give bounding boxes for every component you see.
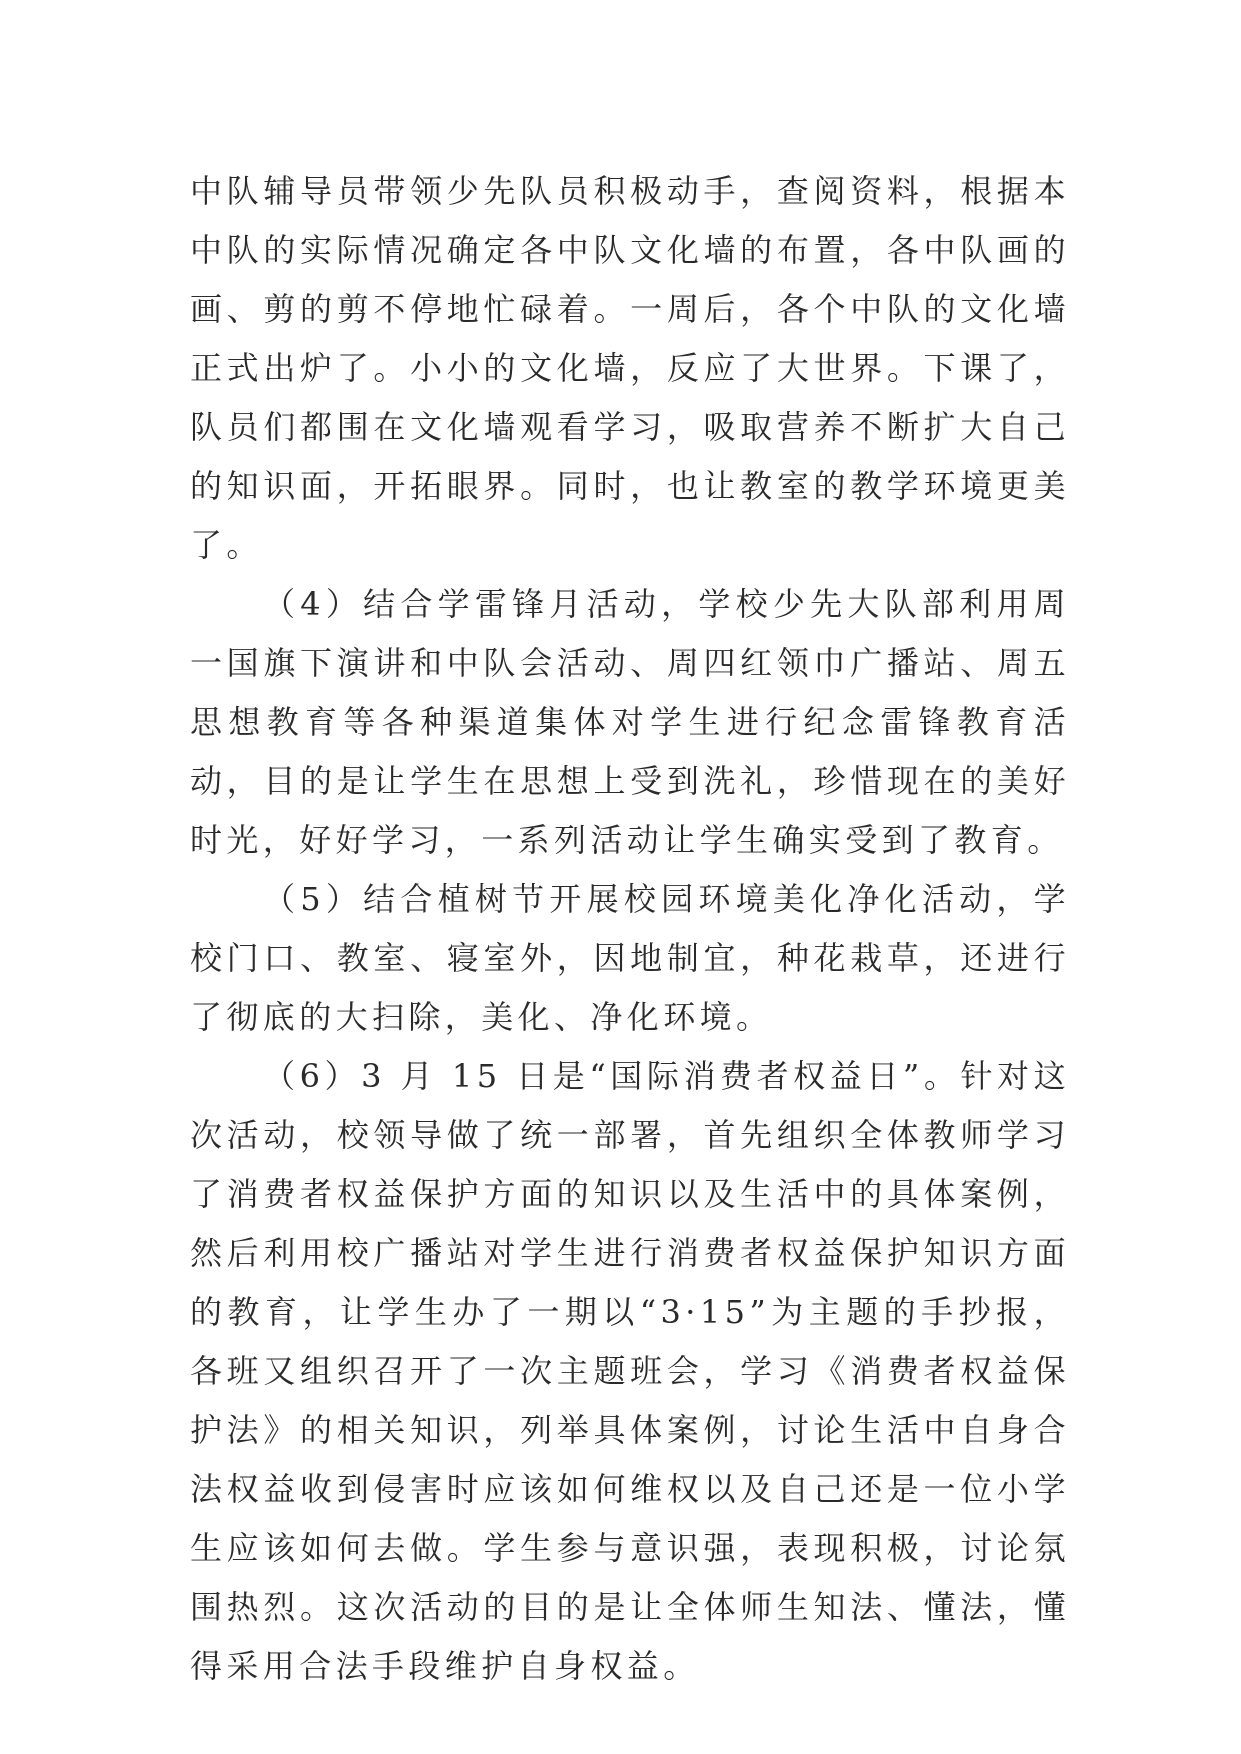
body-text	[190, 162, 1070, 1696]
paragraph-item-4: （4）结合学雷锋月活动，学校少先大队部利用周一国旗下演讲和中队会活动、周四红领巾广播站、周五思想教育等各种渠道集体对学生进行纪念雷锋教育活动，目的是让学生在思想上受到洗礼，珍惜现在的美好时光，好好学习，一系列活动让学生确实受到了教育。	[190, 585, 1070, 859]
paragraph-item-5: （5）结合植树节开展校园环境美化净化活动，学校门口、教室、寝室外，因地制宜，种花栽草，还进行了彻底的大扫除，美化、净化环境。	[190, 880, 1070, 1036]
paragraph-item-6: （6）3 月 15 日是“国际消费者权益日”。针对这次活动，校领导做了统一部署，首先组织全体教师学习了消费者权益保护方面的知识以及生活中的具体案例，然后利用校广播站对学生进行消费者权益保护知识方面的教育，让学生办了一期以“3·15”为主题的手抄报，各班又组织召开了一次主题班会，学习《消费者权益保护法》的相关知识，列举具体案例，讨论生活中自身合法权益收到侵害时应该如何维权以及自己还是一位小学生应该如何去做。学生参与意识强，表现积极，讨论氛围热烈。这次活动的目的是让全体师生知法、懂法，懂得采用合法手段维护自身权益。	[190, 1057, 1070, 1685]
paragraph-continuation: 中队辅导员带领少先队员积极动手，查阅资料，根据本中队的实际情况确定各中队文化墙的布置，各中队画的画、剪的剪不停地忙碌着。一周后，各个中队的文化墙正式出炉了。小小的文化墙，反应了大世界。下课了，队员们都围在文化墙观看学习，吸取营养不断扩大自己的知识面，开拓眼界。同时，也让教室的教学环境更美了。	[190, 172, 1070, 564]
